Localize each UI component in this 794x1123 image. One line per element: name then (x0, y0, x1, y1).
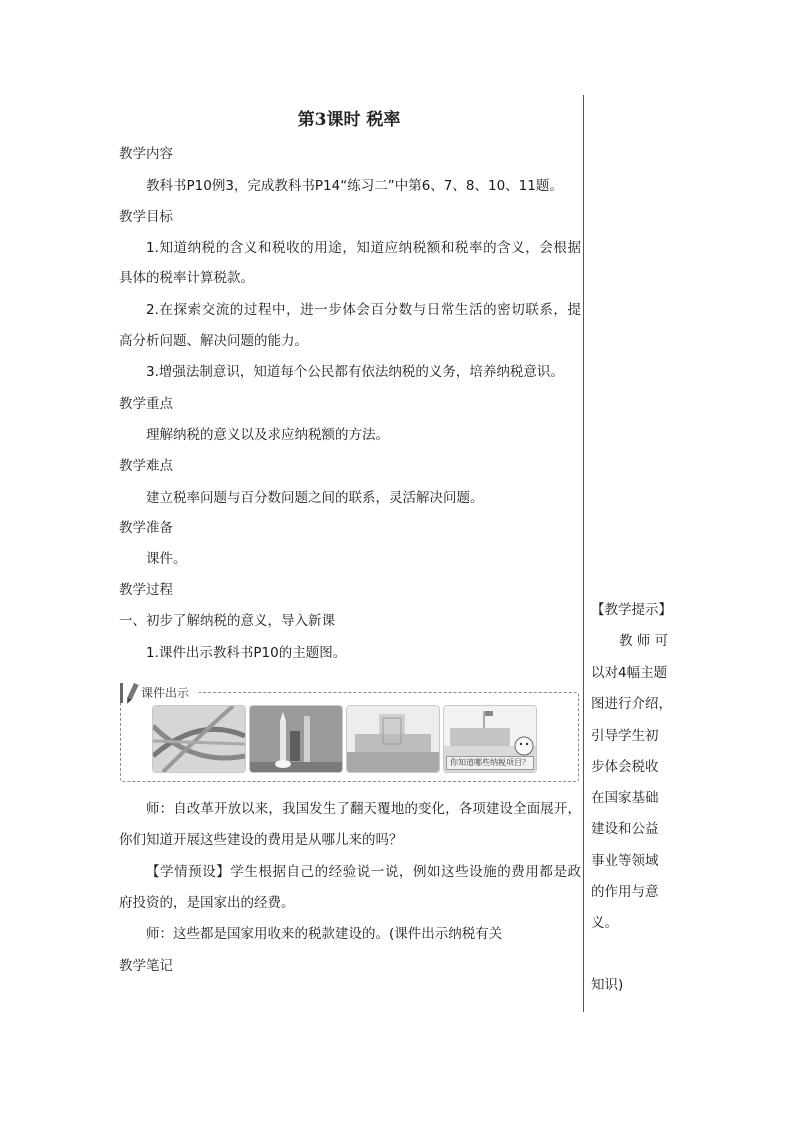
tip-line: 教 师 可 (619, 633, 669, 649)
thumb-caption: 你知道哪些纳税项目？ (446, 756, 534, 770)
tip-line: 图进行介绍， (591, 696, 672, 712)
tip-line: 事业等领域 (591, 853, 659, 869)
tip-line: 以对4幅主题 (591, 665, 668, 681)
rocket-launch-image (249, 705, 343, 773)
difficult-text: 建立税率问题与百分数问题之间的联系，灵活解决问题。 (146, 490, 484, 506)
content-text: 教科书P10例3，完成教科书P14“练习二”中第6、7、8、10、11题。 (146, 178, 563, 194)
goals-heading: 教学目标 (119, 209, 173, 225)
prep-heading: 教学准备 (119, 520, 173, 536)
teacher1-line1: 师：自改革开放以来，我国发生了翻天覆地的变化，各项建设全面展开， (146, 801, 581, 817)
tip-line: 步体会税收 (591, 759, 659, 775)
page-title: 第3课时 税率 (297, 110, 401, 130)
tip-heading: 【教学提示】 (591, 602, 672, 618)
preset-line1: 【学情预设】学生根据自己的经验说一说，例如这些设施的费用都是政 (146, 864, 581, 880)
goal2-line2: 高分析问题、解决问题的能力。 (119, 333, 308, 349)
tip-line: 义。 (591, 915, 618, 931)
step1-item1: 1.课件出示教科书P10的主题图。 (146, 645, 347, 661)
teacher2-line: 师：这些都是国家用收来的税款建设的。(课件出示纳税有关 (146, 926, 503, 942)
prep-text: 课件。 (146, 551, 187, 567)
difficult-heading: 教学难点 (119, 458, 173, 474)
key-heading: 教学重点 (119, 396, 173, 412)
content-heading: 教学内容 (119, 146, 173, 162)
tip-line: 建设和公益 (591, 821, 659, 837)
preset-line2: 府投资的，是国家出的经费。 (119, 895, 295, 911)
goal1-line2: 具体的税率计算税款。 (119, 270, 254, 286)
goal1-line1: 1.知道纳税的含义和税收的用途，知道应纳税额和税率的含义，会根据 (146, 240, 581, 256)
tip-line: 在国家基础 (591, 790, 659, 806)
tip-tail: 知识) (591, 977, 624, 993)
goal3: 3.增强法制意识，知道每个公民都有依法纳税的义务，培养纳税意识。 (146, 364, 564, 380)
teacher1-line2: 你们知道开展这些建设的费用是从哪儿来的吗？ (119, 832, 403, 848)
key-text: 理解纳税的意义以及求应纳税额的方法。 (146, 427, 389, 443)
goal2-line1: 2.在探索交流的过程中，进一步体会百分数与日常生活的密切联系，提 (146, 302, 581, 318)
process-heading: 教学过程 (119, 582, 173, 598)
margin-divider (583, 95, 584, 1012)
notes-heading: 教学笔记 (119, 958, 173, 974)
courseware-label: 课件出示 (120, 683, 199, 703)
step1-heading: 一、初步了解纳税的意义，导入新课 (119, 613, 335, 629)
school-image (443, 705, 537, 773)
overpass-image (152, 705, 246, 773)
tip-line: 的作用与意 (591, 884, 659, 900)
tip-line: 引导学生初 (591, 728, 659, 744)
building-image (346, 705, 440, 773)
